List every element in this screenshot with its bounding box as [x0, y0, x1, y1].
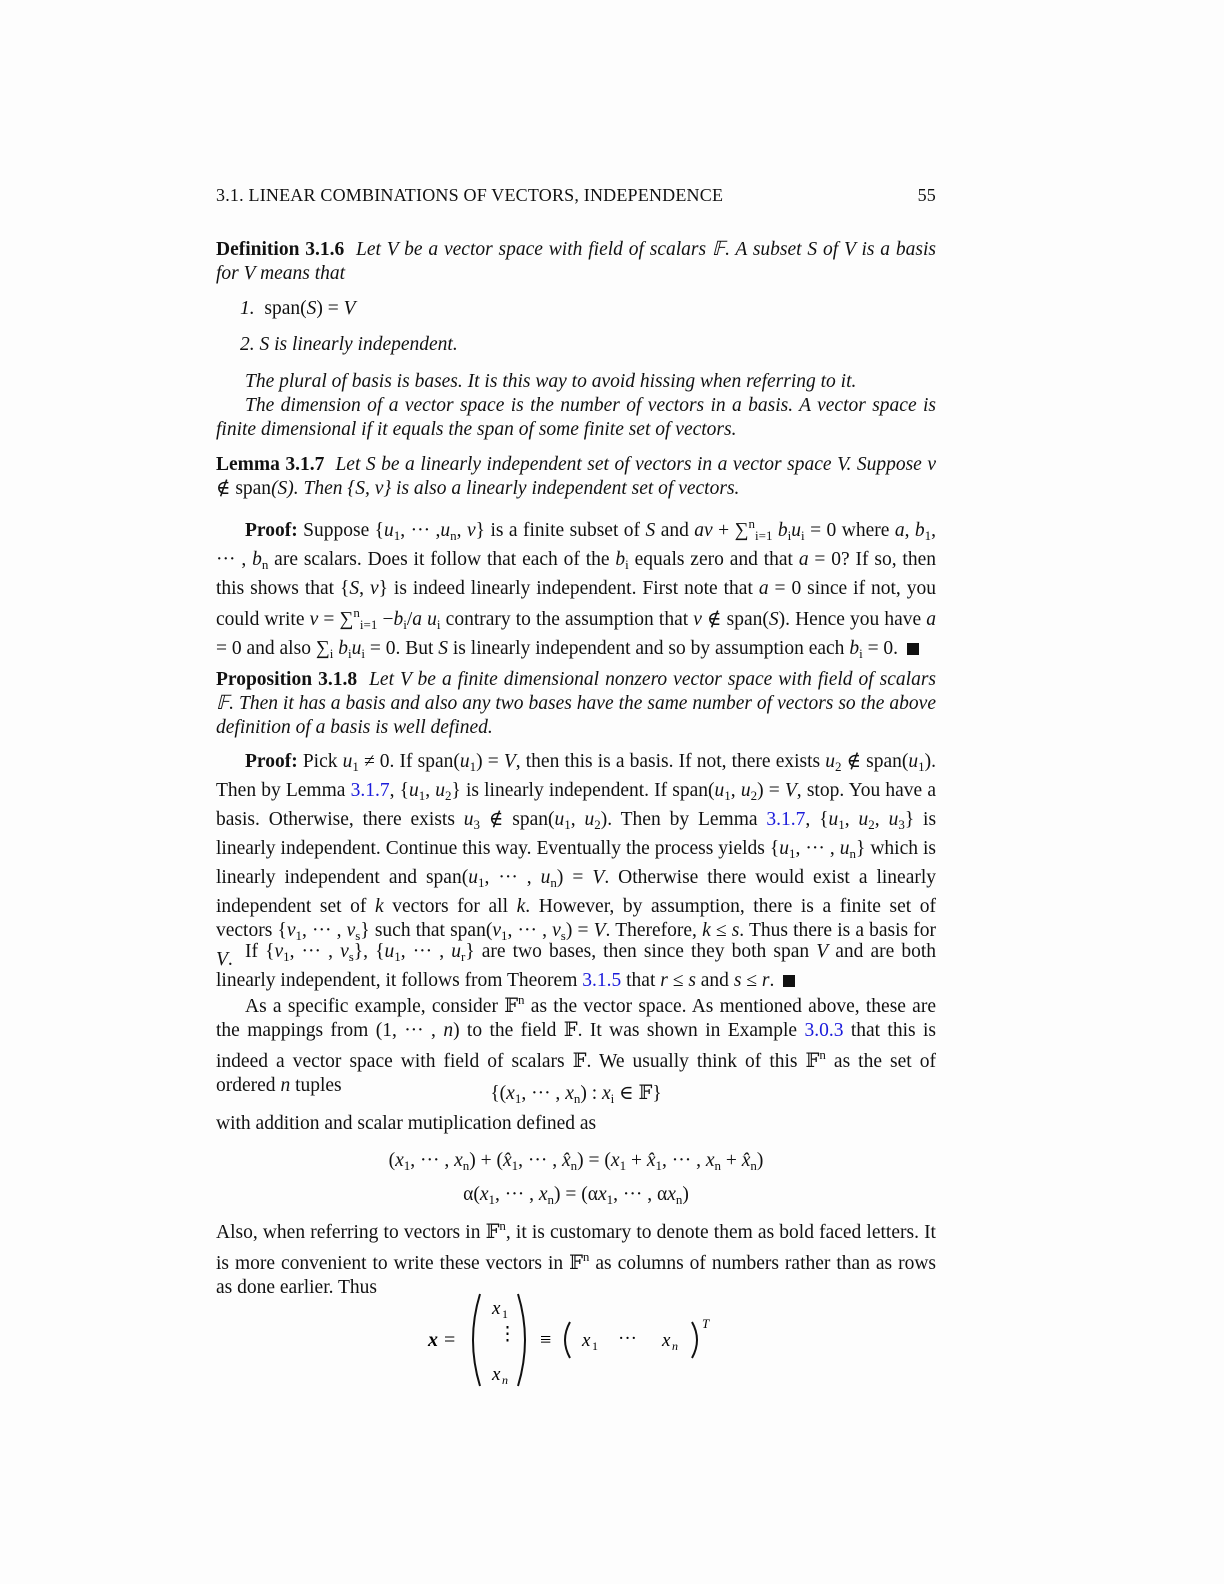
- tuple-set-equation: {($x_1$, ··· , $x_n$) : $x_i$ ∈ 𝔽}: [490, 1083, 662, 1106]
- svg-text:1: 1: [592, 1339, 598, 1353]
- theorem-link[interactable]: 3.1.5: [582, 970, 622, 991]
- lemma-label: Lemma 3.1.7: [216, 454, 325, 475]
- qed-icon: [783, 975, 795, 987]
- svg-text:···: ···: [618, 1328, 637, 1349]
- lemma-link[interactable]: 3.1.7: [350, 780, 390, 801]
- section-title: 3.1. LINEAR COMBINATIONS OF VECTORS, INDEPENDENCE: [216, 185, 724, 205]
- proposition-label: Proposition 3.1.8: [216, 669, 358, 690]
- svg-text:x: x: [428, 1329, 438, 1351]
- notation-paragraph: Also, when referring to vectors in 𝔽$^n$, it is customary to denote them as bold faced letters. It is more convenient to write these vectors in 𝔽$^n$ as columns of numbers rather than as rows as done earlier. Thus: [216, 1218, 937, 1298]
- lemma-3-1-7: Lemma 3.1.7 Let S be a linearly independent set of vectors in a vector space V. Suppose v ∉ span(S). Then {S, v} is also a linearly independent set of vectors.: [216, 454, 937, 499]
- definition-item-1: 1. span(S) = V: [240, 298, 356, 319]
- svg-text:=: =: [444, 1329, 456, 1351]
- column-vector-equation: [420, 1290, 740, 1390]
- example-paragraph: As a specific example, consider 𝔽$^n$ as the vector space. As mentioned above, these are the mappings from (1, ··· , n) to the field 𝔽. It was shown in Example 3.0.3 that this is indeed a vector space with field of scalars 𝔽. We usually think of this 𝔽$^n$ as the set of ordered n tuples: [216, 992, 936, 1096]
- scalar-equation: $\alpha(x_1$, ··· , $x_n) = (\alpha x_1$, ··· , $\alpha x_n$): [463, 1184, 689, 1207]
- lemma-proof: Proof: Suppose {$u_1$, ··· $,u_n$, v} is a finite subset of S and av + ∑$^n_{i=1}$ $b_iu_i = 0$ where a, $b_1$, ··· , $b_n$ are scalars. Does it follow that each of the $b_i$ equals zero and that a = 0? If so, then this shows that {S, v} is indeed linearly independent. First note that a = 0 since if not, you could write $v = \sum^n_{i=1} -b_i/a$ $u_i$ contrary to the assumption that v ∉ span(S). Hence you have a = 0 and also $\sum_i$ $b_iu_i = 0$. But S is linearly independent and so by assumption each $b_i = 0$.: [216, 516, 937, 661]
- svg-text:≡: ≡: [540, 1329, 552, 1351]
- bases-paragraph: If {$v_1$, ··· , $v_s$}, {$u_1$, ··· , $u_r$} are two bases, then since they both span V and are both linearly independent, it follows from Theorem 3.1.5 that r ≤ s and s ≤ r.: [216, 941, 936, 991]
- definition-label: Definition 3.1.6: [216, 239, 345, 260]
- svg-text:x: x: [582, 1330, 591, 1351]
- addition-intro: with addition and scalar mutiplication defined as: [216, 1113, 597, 1134]
- proposition-3-1-8: Proposition 3.1.8 Let V be a finite dimensional nonzero vector space with field of scalars 𝔽. Then it has a basis and also any two bases have the same number of vectors so the above definition of a basis is well defined.: [216, 669, 937, 738]
- svg-text:n: n: [672, 1339, 678, 1353]
- plural-remark: The plural of basis is bases. It is this way to avoid hissing when referring to it.: [245, 371, 857, 392]
- svg-text:n: n: [502, 1373, 508, 1387]
- page-number: 55: [917, 185, 936, 205]
- svg-text:x: x: [492, 1298, 501, 1319]
- proposition-proof: Proof: Pick $u_1 \ne 0$. If $span(u_1) = V$, then this is a basis. If not, there exists $u_2$ ∉ $span(u_1)$. Then by Lemma 3.1.7, {$u_1$, $u_2$} is linearly independent. If $span(u_1$, $u_2) = V$, stop. You have a basis. Otherwise, there exists $u_3$ ∉ $span(u_1$, $u_2$). Then by Lemma 3.1.7, {$u_1$, $u_2$, $u_3$} is linearly independent. Continue this way. Eventually the process yields {$u_1$, ··· , $u_n$} which is linearly independent and $span(u_1$, ··· , $u_n) = V$. Otherwise there would exist a linearly independent set of k vectors for all k. However, by assumption, there is a finite set of vectors {$v_1$, ··· , $v_s$} such that $span(v_1$, ··· , $v_s) = V$. Therefore, k ≤ s. Thus there is a basis for V.: [216, 751, 937, 970]
- qed-icon: [907, 643, 919, 655]
- addition-equation: ($x_1$, ··· , $x_n$) + ($x̂_1$, ··· , $x̂_n) = (x_1$ + $x̂_1$, ··· , $x_n$ + $x̂_n$): [388, 1150, 764, 1173]
- svg-text:x: x: [492, 1364, 501, 1385]
- svg-text:1: 1: [502, 1307, 508, 1321]
- lemma-link[interactable]: 3.1.7: [766, 809, 806, 830]
- example-link[interactable]: 3.0.3: [804, 1020, 844, 1041]
- svg-text:T: T: [702, 1316, 710, 1331]
- dimension-remark: The dimension of a vector space is the number of vectors in a basis. A vector space is finite dimensional if it equals the span of some finite set of vectors.: [216, 395, 936, 440]
- svg-text:⋮: ⋮: [498, 1324, 517, 1345]
- svg-text:x: x: [662, 1330, 671, 1351]
- definition-3-1-6: Definition 3.1.6 Let V be a vector space with field of scalars 𝔽. A subset S of V is a basis for V means that: [216, 239, 936, 284]
- definition-item-2: 2. S is linearly independent.: [240, 334, 458, 355]
- running-header: [216, 185, 936, 206]
